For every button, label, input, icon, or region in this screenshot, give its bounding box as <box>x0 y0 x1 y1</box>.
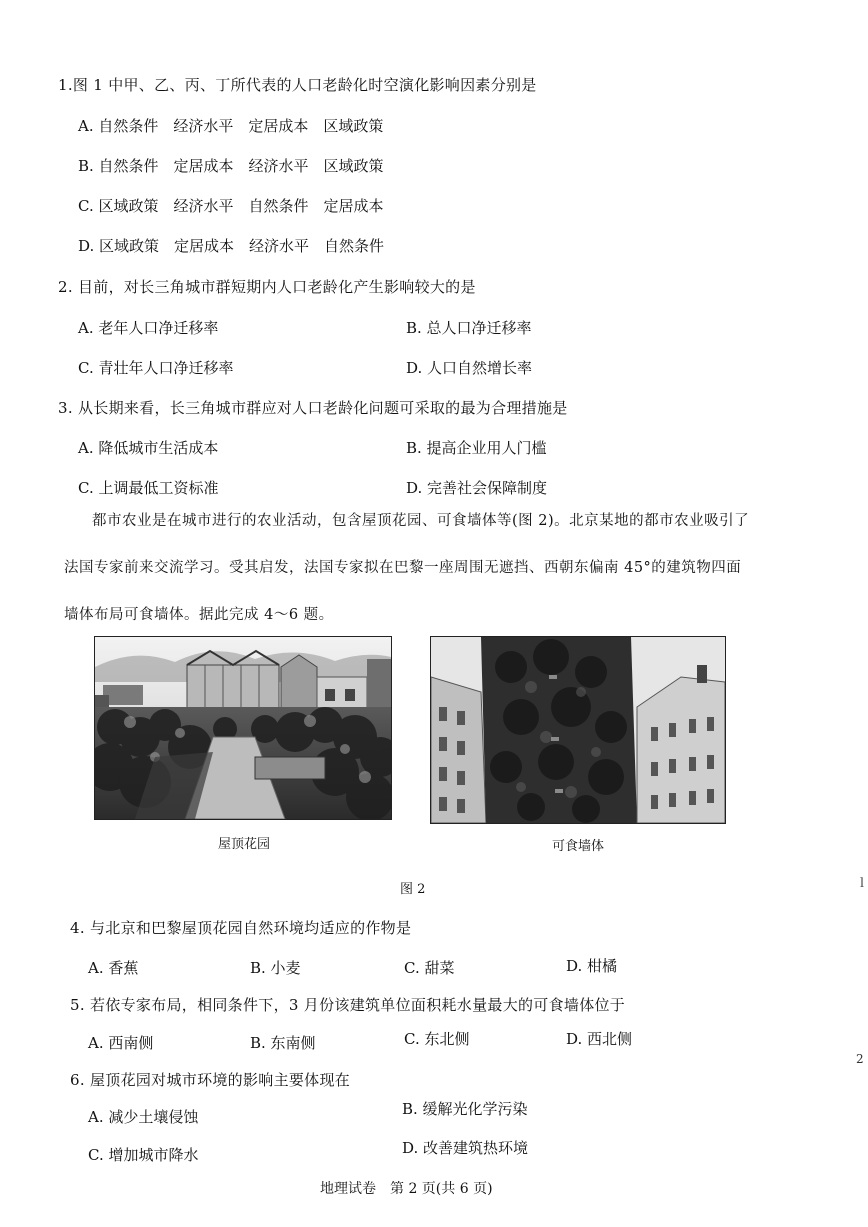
edible-wall-image <box>431 637 725 823</box>
page-footer: 地理试卷 第 2 页(共 6 页) <box>320 1181 493 1197</box>
question-3-option-c: C. 上调最低工资标准 <box>78 479 219 497</box>
question-5-option-b: B. 东南侧 <box>250 1034 316 1052</box>
question-4-option-d: D. 柑橘 <box>566 957 618 975</box>
question-5-option-a: A. 西南侧 <box>88 1034 154 1052</box>
question-2-option-c: C. 青壮年人口净迁移率 <box>78 359 234 377</box>
question-1-option-a: A. 自然条件 经济水平 定居成本 区域政策 <box>78 117 384 135</box>
question-4-option-c: C. 甜菜 <box>404 959 455 977</box>
question-6-option-d: D. 改善建筑热环境 <box>402 1139 529 1157</box>
question-2-stem: 2. 目前，对长三角城市群短期内人口老龄化产生影响较大的是 <box>58 278 476 296</box>
question-2-option-b: B. 总人口净迁移率 <box>406 319 532 337</box>
question-5-stem: 5. 若依专家布局，相同条件下，3 月份该建筑单位面积耗水量最大的可食墙体位于 <box>70 996 626 1014</box>
question-1-stem: 1.图 1 中甲、乙、丙、丁所代表的人口老龄化时空演化影响因素分别是 <box>58 76 537 94</box>
question-5-option-c: C. 东北侧 <box>404 1030 470 1048</box>
question-3-option-d: D. 完善社会保障制度 <box>406 479 548 497</box>
question-2-option-d: D. 人口自然增长率 <box>406 359 533 377</box>
question-3-stem: 3. 从长期来看，长三角城市群应对人口老龄化问题可采取的最为合理措施是 <box>58 399 568 417</box>
question-6-option-b: B. 缓解光化学污染 <box>402 1100 528 1118</box>
question-1-option-b: B. 自然条件 定居成本 经济水平 区域政策 <box>78 157 384 175</box>
question-6-stem: 6. 屋顶花园对城市环境的影响主要体现在 <box>70 1071 351 1089</box>
question-4-stem: 4. 与北京和巴黎屋顶花园自然环境均适应的作物是 <box>70 919 412 937</box>
margin-mark-2: 2 <box>856 1052 864 1066</box>
rooftop-garden-caption: 屋顶花园 <box>218 837 271 852</box>
question-3-option-a: A. 降低城市生活成本 <box>78 439 219 457</box>
rooftop-garden-photo <box>94 636 392 820</box>
margin-mark-1: ｌ <box>856 876 868 890</box>
question-5-option-d: D. 西北侧 <box>566 1030 633 1048</box>
question-4-option-b: B. 小麦 <box>250 959 301 977</box>
question-1-option-d: D. 区域政策 定居成本 经济水平 自然条件 <box>78 237 385 255</box>
edible-wall-photo <box>430 636 726 824</box>
edible-wall-caption: 可食墙体 <box>552 839 605 854</box>
figure-label: 图 2 <box>400 882 426 897</box>
material-passage: 都市农业是在城市进行的农业活动，包含屋顶花园、可食墙体等(图 2)。北京某地的都市农业吸引了法国专家前来交流学习。受其启发，法国专家拟在巴黎一座周围无遮挡、西朝东偏南 45°的建筑物四面墙体布局可食墙体。据此完成 4～6 题。 <box>64 513 750 623</box>
question-3-option-b: B. 提高企业用人门槛 <box>406 439 547 457</box>
question-6-option-c: C. 增加城市降水 <box>88 1146 199 1164</box>
question-4-option-a: A. 香蕉 <box>88 959 139 977</box>
question-6-option-a: A. 减少土壤侵蚀 <box>88 1108 199 1126</box>
rooftop-garden-image <box>95 637 391 819</box>
question-2-option-a: A. 老年人口净迁移率 <box>78 319 219 337</box>
question-1-option-c: C. 区域政策 经济水平 自然条件 定居成本 <box>78 197 384 215</box>
